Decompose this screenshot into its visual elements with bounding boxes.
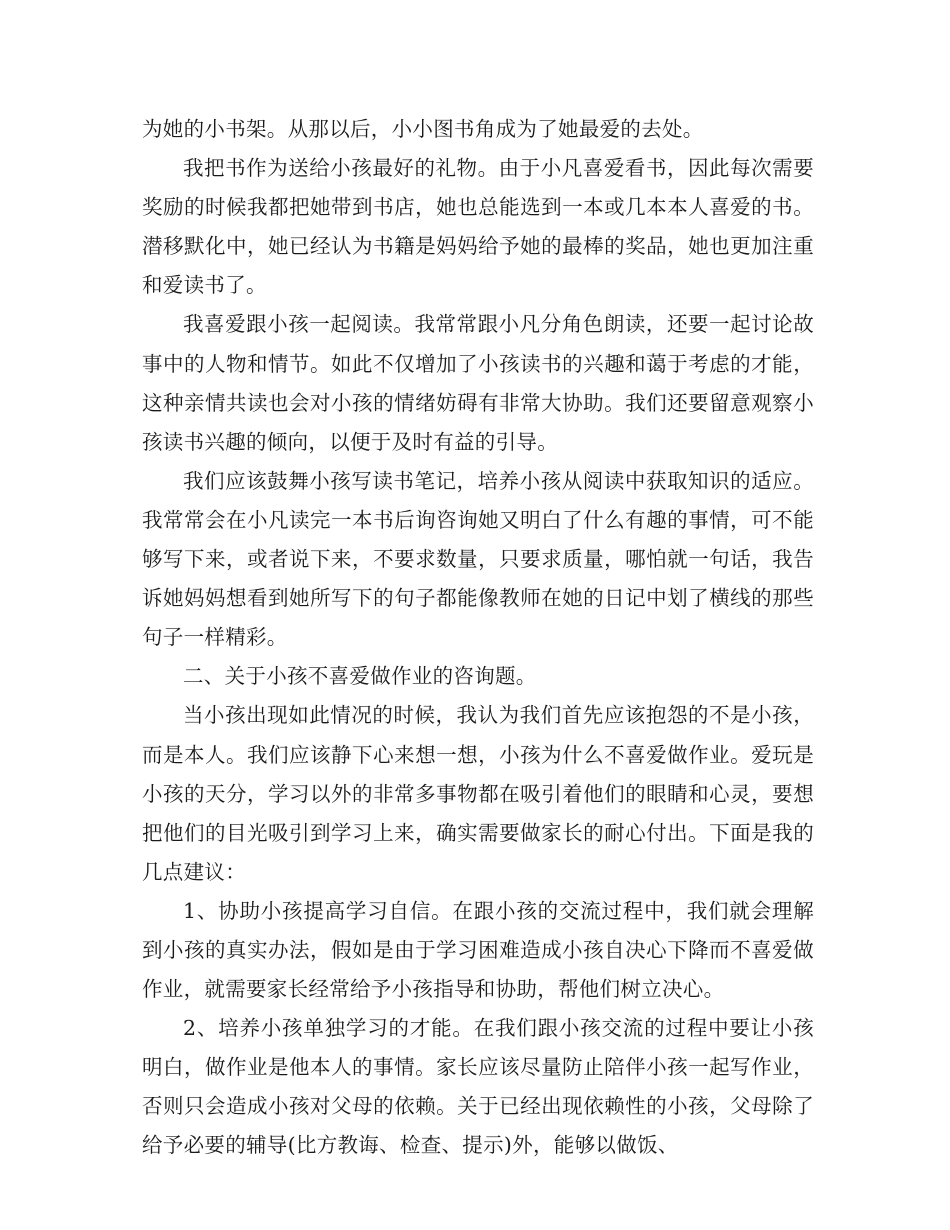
section-heading-homework: 二、关于小孩不喜爱做作业的咨询题。 bbox=[183, 664, 537, 689]
suggestion-2: 2、培养小孩单独学习的才能。在我们跟小孩交流的过程中要让小孩明白，做作业是他本人的事情。家长应该尽量防止陪伴小孩一起写作业，否则只会造成小孩对父母的依赖。关于已经出现依赖性的小孩，父母除了给予必要的辅导(比方教诲、检查、提示)外，能够以做饭、 bbox=[142, 1016, 814, 1158]
paragraph-1: 为她的小书架。从那以后，小小图书角成为了她最爱的去处。 bbox=[142, 117, 704, 141]
paragraph-2: 我把书作为送给小孩最好的礼物。由于小凡喜爱看书，因此每次需要奖励的时候我都把她带到书店，她也总能选到一本或几本本人喜爱的书。潜移默化中，她已经认为书籍是妈妈给予她的最棒的奖品，她也更加注重和爱读书了。 bbox=[142, 156, 814, 298]
document-body bbox=[142, 110, 814, 1166]
paragraph-3: 我喜爱跟小孩一起阅读。我常常跟小凡分角色朗读，还要一起讨论故事中的人物和情节。如此不仅增加了小孩读书的兴趣和蔼于考虑的才能，这种亲情共读也会对小孩的情绪妨碍有非常大协助。我们还要留意观察小孩读书兴趣的倾向，以便于及时有益的引导。 bbox=[142, 312, 814, 454]
paragraph-4: 我们应该鼓舞小孩写读书笔记，培养小孩从阅读中获取知识的适应。我常常会在小凡读完一本书后询咨询她又明白了什么有趣的事情，可不能够写下来，或者说下来，不要求数量，只要求质量，哪怕就一句话，我告诉她妈妈想看到她所写下的句子都能像教师在她的日记中划了横线的那些句子一样精彩。 bbox=[142, 468, 814, 650]
suggestion-1: 1、协助小孩提高学习自信。在跟小孩的交流过程中，我们就会理解到小孩的真实办法，假如是由于学习困难造成小孩自决心下降而不喜爱做作业，就需要家长经常给予小孩指导和协助，帮他们树立决心。 bbox=[142, 898, 814, 1002]
paragraph-5: 当小孩出现如此情况的时候，我认为我们首先应该抱怨的不是小孩，而是本人。我们应该静下心来想一想，小孩为什么不喜爱做作业。爱玩是小孩的天分，学习以外的非常多事物都在吸引着他们的眼睛和心灵，要想把他们的目光吸引到学习上来，确实需要做家长的耐心付出。下面是我的几点建议： bbox=[142, 703, 814, 884]
